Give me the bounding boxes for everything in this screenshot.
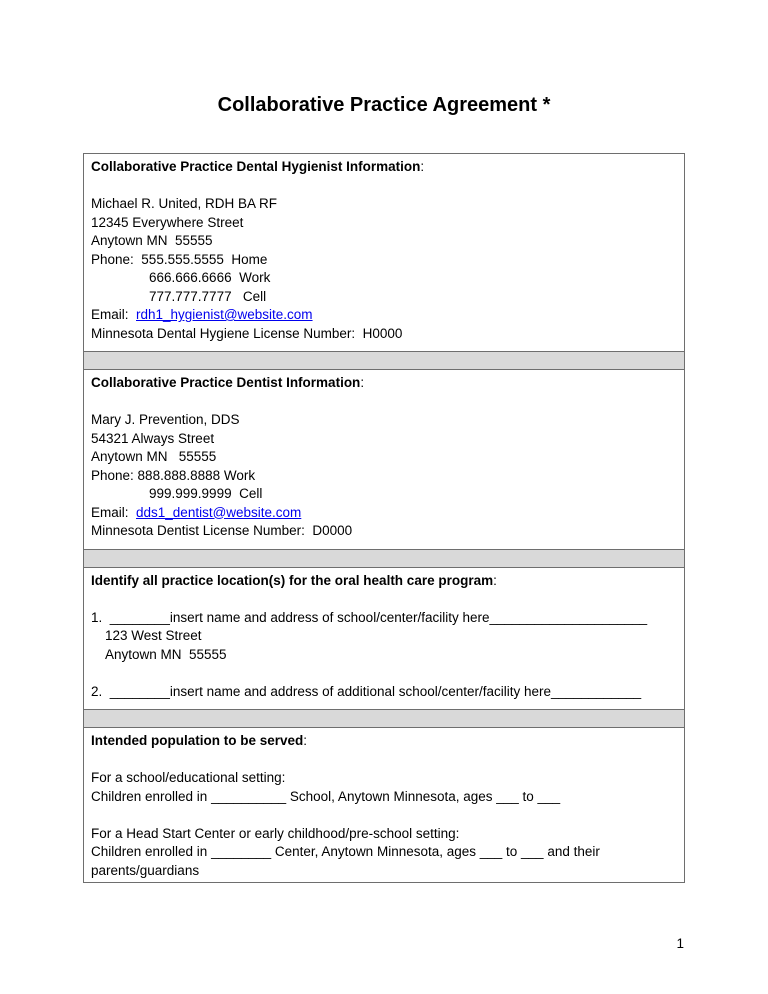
dentist-phone-line <box>91 467 677 486</box>
page-number: 1 <box>676 936 684 951</box>
document-title: Collaborative Practice Agreement * <box>217 94 551 116</box>
colon: : <box>420 159 425 174</box>
location-item-1: 1. ________insert name and address of school/center/facility here_____________________ <box>91 609 648 625</box>
colon: : <box>493 572 497 588</box>
hygienist-phone-line <box>91 251 677 270</box>
school-setting-line: Children enrolled in __________ School, Anytown Minnesota, ages ___ to ___ <box>91 788 561 804</box>
hygienist-street: 12345 Everywhere Street <box>91 214 244 230</box>
agreement-table <box>83 153 685 883</box>
colon: : <box>303 733 308 748</box>
hygienist-license: Minnesota Dental Hygiene License Number: H0000 <box>91 325 403 341</box>
dentist-heading-line <box>91 374 677 393</box>
hygienist-heading-line <box>91 158 677 177</box>
hygienist-city: Anytown MN 55555 <box>91 233 213 248</box>
dentist-phone-work: 888.888.8888 Work <box>137 467 256 483</box>
dentist-license: Minnesota Dentist License Number: D0000 <box>91 523 353 538</box>
hygienist-phone-label: Phone: <box>91 251 142 267</box>
dentist-email-line <box>91 504 677 523</box>
headstart-setting-line-2: parents/guardians <box>91 862 200 878</box>
dentist-phone-cell: 999.999.9999 Cell <box>149 486 263 501</box>
hygienist-phone-work: 666.666.6666 Work <box>149 270 271 285</box>
section-separator <box>84 549 684 568</box>
school-setting-intro: For a school/educational setting: <box>91 770 286 785</box>
hygienist-email-link[interactable]: rdh1_hygienist@website.com <box>136 307 313 322</box>
section-separator <box>84 709 684 728</box>
dentist-phone-label: Phone: <box>91 467 138 483</box>
dentist-heading: Collaborative Practice Dentist Information <box>91 375 361 390</box>
hygienist-phone-cell: 777.777.7777 Cell <box>149 288 267 304</box>
locations-heading: Identify all practice location(s) for the oral health care program <box>91 572 494 588</box>
population-heading-line <box>91 732 677 751</box>
headstart-setting-line: Children enrolled in ________ Center, Anytown Minnesota, ages ___ to ___ and their <box>91 844 600 859</box>
headstart-setting-intro: For a Head Start Center or early childhood/pre-school setting: <box>91 825 460 841</box>
location-item-2: 2. ________insert name and address of additional school/center/facility here____________ <box>91 683 642 699</box>
dentist-email-link[interactable]: dds1_dentist@website.com <box>136 504 302 520</box>
locations-heading-line <box>91 572 677 591</box>
dentist-email-label: Email: <box>91 504 137 520</box>
hygienist-phone-home: 555.555.5555 Home <box>141 251 268 267</box>
dentist-street: 54321 Always Street <box>91 430 215 446</box>
dentist-city: Anytown MN 55555 <box>91 449 217 464</box>
population-heading: Intended population to be served <box>91 733 304 748</box>
section-separator <box>84 351 684 370</box>
colon: : <box>360 375 365 390</box>
dentist-name: Mary J. Prevention, DDS <box>91 412 240 427</box>
location-item-1-street: 123 West Street <box>105 628 202 643</box>
hygienist-email-label: Email: <box>91 307 137 322</box>
hygienist-section <box>84 154 684 351</box>
dentist-section <box>84 370 684 549</box>
hygienist-heading: Collaborative Practice Dental Hygienist Information <box>91 159 421 174</box>
location-item-1-city: Anytown MN 55555 <box>105 646 227 662</box>
hygienist-name: Michael R. United, RDH BA RF <box>91 196 278 211</box>
population-section <box>84 728 684 882</box>
hygienist-email-line <box>91 306 677 325</box>
locations-section <box>84 568 684 710</box>
